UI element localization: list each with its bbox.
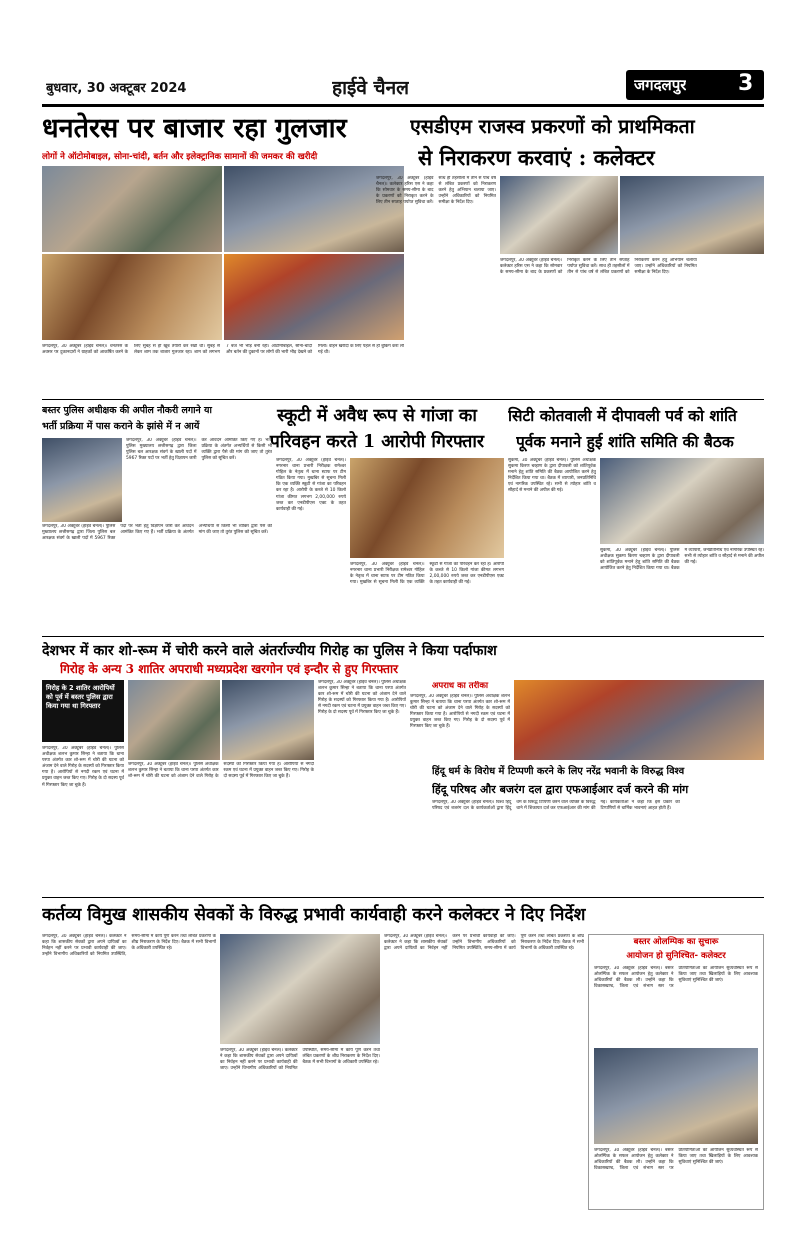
divider-2 <box>42 636 764 637</box>
story6-photo-police-1 <box>128 680 220 760</box>
story1-headline: धनतेरस पर बाजार रहा गुलजार <box>42 113 347 144</box>
story4-photo-seizure <box>350 458 504 558</box>
story6-section-title: अपराध का तरीका <box>431 681 489 691</box>
story2-photo-meeting-2 <box>620 176 764 254</box>
story4-headline-line2: परिवहन करते 1 आरोपी गिरफ्तार <box>269 432 485 452</box>
story8-photo-meeting <box>220 934 380 1044</box>
story7-body: जगदलपुर, 30 अक्टूबर (हाईवे चैनल)। विश्व हिंदू परिषद एवं बजरंग दल के कार्यकर्ताओं द्वारा हिंदू धर्म के विरुद्ध टिप्पणी करने वाले व्यक्ति के विरुद्ध थाने में शिकायत दर्ज कर एफआईआर की मांग की गई। कार्यकर्ताओं ने कहा कि इस प्रकार की टिप्पणियों से धार्मिक भावनाएं आहत होती हैं। <box>432 800 680 812</box>
story3-headline-line2: भर्ती प्रक्रिया में पास कराने के झांसे में न आयें <box>42 421 200 432</box>
story6-body: जगदलपुर, 30 अक्टूबर (हाईवे चैनल)। पुलिस अधीक्षक शलभ कुमार सिन्हा ने बताया कि थाना परपा अंतर्गत कार शो-रूम में चोरी की घटना को अंजाम देने वाले गिरोह के सदस्यों को गिरफ्तार किया गया है। आरोपियों से नगदी रकम एवं घटना में प्रयुक्त वाहन जब्त किए गए। गिरोह के दो सदस्य पूर्व में गिरफ्तार किए जा चुके हैं। <box>42 746 124 788</box>
masthead-edition-box <box>626 70 764 100</box>
story6-photo-police-2 <box>222 680 314 760</box>
story9-headline-line2: आयोजन हो सुनिश्चित- कलेक्टर <box>626 951 726 961</box>
story7-headline-line1: हिंदू धर्म के विरोध में टिप्पणी करने के लिए नरेंद्र भवानी के विरुद्ध विश्व <box>432 766 685 777</box>
masthead-rule <box>42 104 764 107</box>
divider-3 <box>42 897 764 898</box>
story9-headline-line1: बस्तर ओलम्पिक का सुचारू <box>633 937 719 947</box>
story1-photo-market-3 <box>42 254 222 340</box>
story3-headline-line1: बस्तर पुलिस अधीक्षक की अपील नौकरी लगाने या <box>42 405 212 416</box>
story2-body-right: जगदलपुर, 30 अक्टूबर (हाईवे चैनल)। कलेक्टर हरिस एस ने कहा कि सोमवार के समय-सीमा के बाद के प्रकरणों को निराकृत करने के लिए तीन सप्ताह पर्याप्त सुविधा करें। साथ ही तहसीलों में तीन से पांच वर्ष से लंबित प्रकरणों को निराकरण करने हेतु अभियान चलाया जाए। उन्होंने अधिकारियों को नियमित समीक्षा के निर्देश दिए। <box>500 258 697 276</box>
story6-headline: देशभर में कार शो-रूम में चोरी करने वाले अंतर्राज्यीय गिरोह का पुलिस ने किया पर्दाफाश <box>42 643 497 659</box>
story5-headline-line2: पूर्वक मनाने हुई शांति समिति की बैठक <box>516 432 734 451</box>
story6-body-col3: जगदलपुर, 30 अक्टूबर (हाईवे चैनल)। पुलिस अधीक्षक शलभ कुमार सिन्हा ने बताया कि थाना परपा अंतर्गत कार शो-रूम में चोरी की घटना को अंजाम देने वाले गिरोह के सदस्यों को गिरफ्तार किया गया है। आरोपियों से नगदी रकम एवं घटना में प्रयुक्त वाहन जब्त किए गए। गिरोह के दो सदस्य पूर्व में गिरफ्तार किए जा चुके हैं। <box>318 680 406 716</box>
story2-photo-meeting-1 <box>500 176 618 254</box>
story4-body-right: जगदलपुर, 30 अक्टूबर (हाईवे चैनल)। नगरनार थाना प्रभारी निरीक्षक रामेश्वर गोहिल के नेतृत्व में थाना स्टाफ पर टीम गठित किया गया। मुखबिर से सूचना मिली कि एक व्यक्ति स्कूटी से गांजा का परिवहन कर रहा है। आरोपी के कब्जे से 10 किलो गांजा कीमत लगभग 2,00,000 रुपये जब्त कर एनडीपीएस एक्ट के तहत कार्यवाही की गई। <box>350 562 504 586</box>
story6-box <box>42 680 124 742</box>
story2-body-left: जगदलपुर, 30 अक्टूबर (हाईवे चैनल)। कलेक्टर हरिस एस ने कहा कि सोमवार के समय-सीमा के बाद के प्रकरणों को निराकृत करने के लिए तीन सप्ताह पर्याप्त सुविधा करें। साथ ही तहसीलों में तीन से पांच वर्ष से लंबित प्रकरणों को निराकरण करने हेतु अभियान चलाया जाए। उन्होंने अधिकारियों को नियमित समीक्षा के निर्देश दिए। <box>376 176 496 206</box>
story4-body-left: जगदलपुर, 30 अक्टूबर (हाईवे चैनल)। नगरनार थाना प्रभारी निरीक्षक रामेश्वर गोहिल के नेतृत्व में थाना स्टाफ पर टीम गठित किया गया। मुखबिर से सूचना मिली कि एक व्यक्ति स्कूटी से गांजा का परिवहन कर रहा है। आरोपी के कब्जे से 10 किलो गांजा कीमत लगभग 2,00,000 रुपये जब्त कर एनडीपीएस एक्ट के तहत कार्यवाही की गई। <box>276 458 346 512</box>
masthead-edition: जगदलपुर <box>634 76 687 94</box>
story6-box-title: गिरोह के 2 शातिर आरोपियों को पूर्व में बस्तर पुलिस द्वारा किया गया था गिरफ्तार <box>46 684 115 710</box>
masthead-paper-name: हाईवे चैनल <box>332 77 410 99</box>
story9-body-cont: जगदलपुर, 30 अक्टूबर (हाईवे चैनल)। बस्तर ओलम्पिक के सफल आयोजन हेतु कलेक्टर ने अधिकारियों की बैठक ली। उन्होंने कहा कि विकासखण्ड, जिला एवं संभाग स्तर पर प्रतियोगिताओं का आयोजन सुव्यवस्थित रूप से किया जाए तथा खिलाड़ियों के लिए आवश्यक सुविधाएं सुनिश्चित की जाएं। <box>594 1148 758 1172</box>
story8-headline: कर्तव्य विमुख शासकीय सेवकों के विरुद्ध प्रभावी कार्यवाही करने कलेक्टर ने दिए निर्देश <box>42 905 586 925</box>
story5-body-right: सुकमा, 30 अक्टूबर (हाईवे चैनल)। पुलिस अधीक्षक सुकमा किरण चव्हाण के द्वारा दीपावली को शांतिपूर्वक मनाने हेतु शांति समिति की बैठक आयोजित करने हेतु निर्देशित किया गया था। बैठक में व्यापारी, जनप्रतिनिधि एवं नागरिक उपस्थित रहे। सभी से त्योहार शांति व सौहार्द से मनाने की अपील की गई। <box>600 548 764 572</box>
story4-headline-line1: स्कूटी में अवैध रूप से गांजा का <box>277 406 477 426</box>
story3-body: जगदलपुर, 30 अक्टूबर (हाईवे चैनल)। पुलिस मुख्यालय छत्तीसगढ़ द्वारा जिला पुलिस बल आरक्षक संवर्ग के खाली पदों में 5967 रिक्त पदों पर भर्ती हेतु विज्ञापन जारी कर आवेदन आमंत्रित किए गए हैं। भर्ती प्रक्रिया के अंतर्गत अभ्यर्थियों से किसी भी व्यक्ति द्वारा पैसे की मांग की जाए तो तुरंत पुलिस को सूचित करें। <box>126 438 272 462</box>
story3-body-cont: जगदलपुर, 30 अक्टूबर (हाईवे चैनल)। पुलिस मुख्यालय छत्तीसगढ़ द्वारा जिला पुलिस बल आरक्षक संवर्ग के खाली पदों में 5967 रिक्त पदों पर भर्ती हेतु विज्ञापन जारी कर आवेदन आमंत्रित किए गए हैं। भर्ती प्रक्रिया के अंतर्गत अभ्यर्थियों से किसी भी व्यक्ति द्वारा पैसे की मांग की जाए तो तुरंत पुलिस को सूचित करें। <box>42 524 272 542</box>
masthead-date: बुधवार, 30 अक्टूबर 2024 <box>46 81 187 96</box>
story9-photo-meeting <box>594 1048 758 1144</box>
story1-subhead: लोगों ने ऑटोमोबाइल, सोना-चांदी, बर्तन और इलेक्ट्रानिक सामानों की जमकर की खरीदी <box>42 152 318 162</box>
masthead <box>42 66 764 104</box>
divider-1 <box>42 399 764 400</box>
story9-body: जगदलपुर, 30 अक्टूबर (हाईवे चैनल)। बस्तर ओलम्पिक के सफल आयोजन हेतु कलेक्टर ने अधिकारियों की बैठक ली। उन्होंने कहा कि विकासखण्ड, जिला एवं संभाग स्तर पर प्रतियोगिताओं का आयोजन सुव्यवस्थित रूप से किया जाए तथा खिलाड़ियों के लिए आवश्यक सुविधाएं सुनिश्चित की जाएं। <box>594 966 758 990</box>
story1-body: जगदलपुर, 30 अक्टूबर (हाईवे चैनल)। धनतेरस के अवसर पर दुकानदारों ने ग्राहकों को आकर्षित करने के लिए सुबह से ही खूब तैयारी कर रखी थी। सुबह से लेकर शाम तक बाजार गुलजार रहा। शाम को लगभग 7 बजे भी भीड़ बनी रही। ऑटोमोबाइल, सोना-चांदी और बर्तन की दुकानों पर लोगों की भारी भीड़ देखने को मिली। वाहन खरीदी के लिए पहले से ही बुकिंग करा ली गई थी। <box>42 344 404 356</box>
story6-body-col4: जगदलपुर, 30 अक्टूबर (हाईवे चैनल)। पुलिस अधीक्षक शलभ कुमार सिन्हा ने बताया कि थाना परपा अंतर्गत कार शो-रूम में चोरी की घटना को अंजाम देने वाले गिरोह के सदस्यों को गिरफ्तार किया गया है। आरोपियों से नगदी रकम एवं घटना में प्रयुक्त वाहन जब्त किए गए। गिरोह के दो सदस्य पूर्व में गिरफ्तार किए जा चुके हैं। <box>410 694 510 730</box>
story1-photo-market-1 <box>42 166 222 252</box>
story8-body-c: जगदलपुर, 30 अक्टूबर (हाईवे चैनल)। कलेक्टर ने कहा कि शासकीय सेवकों द्वारा अपने दायित्वों का निर्वहन नहीं करने पर प्रभावी कार्यवाही की जाए। उन्होंने विभागीय अधिकारियों को नियमित उपस्थिति, समय-सीमा में कार्य पूर्ण करने तथा लंबित प्रकरणों के शीघ्र निराकरण के निर्देश दिए। बैठक में सभी विभागों के अधिकारी उपस्थित रहे। <box>384 934 584 952</box>
story5-body-left: सुकमा, 30 अक्टूबर (हाईवे चैनल)। पुलिस अधीक्षक सुकमा किरण चव्हाण के द्वारा दीपावली को शांतिपूर्वक मनाने हेतु शांति समिति की बैठक आयोजित करने हेतु निर्देशित किया गया था। बैठक में व्यापारी, जनप्रतिनिधि एवं नागरिक उपस्थित रहे। सभी से त्योहार शांति व सौहार्द से मनाने की अपील की गई। <box>508 458 596 494</box>
story5-headline-line1: सिटी कोतवाली में दीपावली पर्व को शांति <box>508 406 737 425</box>
story5-photo-meeting <box>600 458 764 544</box>
story2-headline-line2: से निराकरण करवाएं : कलेक्टर <box>418 145 655 170</box>
story8-body-b: जगदलपुर, 30 अक्टूबर (हाईवे चैनल)। कलेक्टर ने कहा कि शासकीय सेवकों द्वारा अपने दायित्वों का निर्वहन नहीं करने पर प्रभावी कार्यवाही की जाए। उन्होंने विभागीय अधिकारियों को नियमित उपस्थिति, समय-सीमा में कार्य पूर्ण करने तथा लंबित प्रकरणों के शीघ्र निराकरण के निर्देश दिए। बैठक में सभी विभागों के अधिकारी उपस्थित रहे। <box>220 1048 380 1072</box>
story7-headline-line2: हिंदू परिषद और बजरंग दल द्वारा एफआईआर दर्ज करने की मांग <box>432 783 689 796</box>
story2-headline-line1: एसडीएम राजस्व प्रकरणों को प्राथमिकता <box>410 115 695 138</box>
story6-body-cont: जगदलपुर, 30 अक्टूबर (हाईवे चैनल)। पुलिस अधीक्षक शलभ कुमार सिन्हा ने बताया कि थाना परपा अंतर्गत कार शो-रूम में चोरी की घटना को अंजाम देने वाले गिरोह के सदस्यों को गिरफ्तार किया गया है। आरोपियों से नगदी रकम एवं घटना में प्रयुक्त वाहन जब्त किए गए। गिरोह के दो सदस्य पूर्व में गिरफ्तार किए जा चुके हैं। <box>128 762 314 780</box>
story3-photo-sp <box>42 438 122 522</box>
story6-subhead: गिरोह के अन्य 3 शातिर अपराधी मध्यप्रदेश खरगोन एवं इन्दौर से हुए गिरफ्तार <box>60 662 399 676</box>
page-number: 3 <box>738 71 754 96</box>
story8-body-a: जगदलपुर, 30 अक्टूबर (हाईवे चैनल)। कलेक्टर ने कहा कि शासकीय सेवकों द्वारा अपने दायित्वों का निर्वहन नहीं करने पर प्रभावी कार्यवाही की जाए। उन्होंने विभागीय अधिकारियों को नियमित उपस्थिति, समय-सीमा में कार्य पूर्ण करने तथा लंबित प्रकरणों के शीघ्र निराकरण के निर्देश दिए। बैठक में सभी विभागों के अधिकारी उपस्थित रहे। <box>42 934 216 958</box>
story7-photo-protest <box>514 680 764 760</box>
